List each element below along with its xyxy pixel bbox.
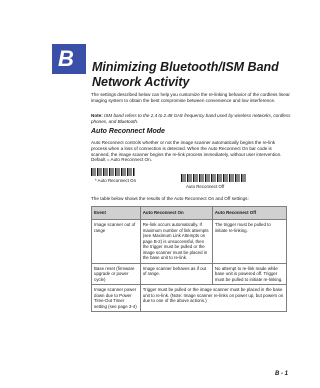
event-cell: Image scanner out of range [92, 220, 141, 264]
column-header-event: Event [92, 207, 141, 220]
on-cell: Image scanner behaves as if out of range. [140, 263, 212, 285]
merged-cell: Trigger must be pulled or the image scanner must be placed in the base unit to re-link. (Note: Image scanner re-links on power up, but powers on due to one of the above actions.) [140, 285, 286, 312]
column-header-on: Auto Reconnect On [140, 207, 212, 220]
note-paragraph [91, 113, 291, 125]
auto-reconnect-on-barcode [91, 168, 136, 176]
off-cell: No attempt to re-link made while base unit is powered off. Trigger must be pulled to initiate re-linking. [212, 263, 286, 285]
note-text: ISM band refers to the 2.4 to 2.48 GHz frequency band used by wireless networks, cordless phones, and Bluetooth. [91, 113, 291, 124]
table-intro: The table below shows the results of the Auto Reconnect On and Off settings: [91, 196, 249, 201]
column-header-off: Auto Reconnect Off [212, 207, 286, 220]
table-row [92, 220, 287, 264]
on-cell: Re-link occurs automatically. If maximum number of link attempts (see Maximum Link Attempts on page B-2) is unsuccessful, then the trigger must be pulled or the image scanner must be placed in the base unit to re-link. [140, 220, 212, 264]
section-body: Auto Reconnect controls whether or not the image scanner automatically begins the re-link process when a loss of connection is detected. When the Auto Reconnect On bar code is scanned, the image scanner begins the re-link process immediately, without user intervention. Default = Auto Reconnect On. [91, 140, 282, 163]
event-cell: Base reset (firmware upgrade or power cycle) [92, 263, 141, 285]
auto-reconnect-off-barcode [181, 174, 248, 182]
note-label: Note: [91, 113, 103, 118]
page-title: Minimizing Bluetooth/ISM Band Network Activity [92, 60, 279, 89]
auto-reconnect-off-label: Auto Reconnect Off [186, 184, 225, 189]
appendix-letter-badge: B [52, 44, 86, 74]
intro-paragraph: The settings described below can help you customize the re-linking behavior of the cordless linear imaging system to obtain the best compromise between convenience and low interference. [91, 92, 290, 103]
off-cell: The trigger must be pulled to initiate re-linking. [212, 220, 286, 264]
table-header-row [92, 207, 287, 220]
table-row [92, 285, 287, 312]
reconnect-results-table [91, 206, 287, 312]
event-cell: Image scanner power down due to Power Time-Out Timer setting (see page 3-4) [92, 285, 141, 312]
table-row [92, 263, 287, 285]
section-heading: Auto Reconnect Mode [91, 128, 165, 135]
auto-reconnect-on-label: * Auto Reconnect On [95, 178, 137, 183]
page-number: B - 1 [274, 371, 288, 377]
